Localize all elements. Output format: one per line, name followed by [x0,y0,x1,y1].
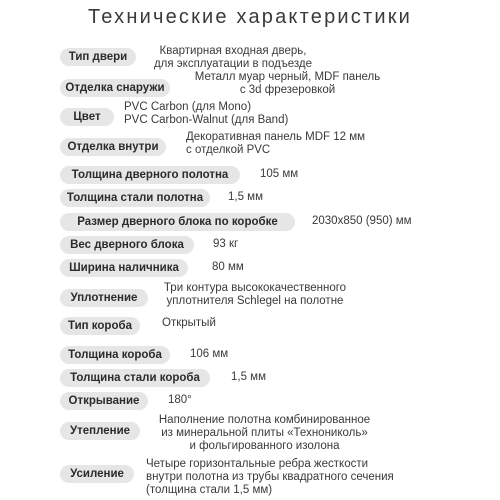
spec-label-block-weight: Вес дверного блока [60,236,194,254]
spec-value-insulation: Наполнение полотна комбинированное из минеральной плиты «Технониколь» и фольгированного изолона [158,414,371,452]
spec-label-frame-steel: Толщина стали короба [60,369,210,387]
spec-value-block-size: 2030x850 (950) мм [312,215,412,227]
spec-label-insulation: Утепление [60,422,140,440]
spec-value-casing-width: 80 мм [212,261,244,273]
spec-value-leaf-steel: 1,5 мм [228,191,263,203]
page-title: Технические характеристики [87,6,413,28]
spec-label-outer-finish: Отделка снаружи [60,79,170,97]
spec-label-opening: Открывание [60,392,148,410]
spec-label-door-type: Тип двери [60,48,136,66]
spec-label-reinforcement: Усиление [60,465,134,483]
spec-value-frame-type: Открытый [162,317,216,329]
spec-value-seal: Три контура высококачественного уплотнителя Schlegel на полотне [163,282,347,307]
spec-label-leaf-steel: Толщина стали полотна [60,189,210,207]
spec-label-block-size: Размер дверного блока по коробке [60,213,295,231]
spec-label-leaf-thickness: Толщина дверного полотна [60,166,240,184]
spec-value-opening: 180° [168,394,192,406]
spec-value-block-weight: 93 кг [213,238,239,250]
spec-value-inner-finish: Декоративная панель MDF 12 мм с отделкой PVC [186,131,366,156]
spec-value-leaf-thickness: 105 мм [260,168,299,180]
spec-label-frame-thickness: Толщина короба [60,346,170,364]
spec-value-reinforcement: Четыре горизонтальные ребра жесткости внутри полотна из трубы квадратного сечения (толщина стали 1,5 мм) [146,458,394,496]
spec-label-frame-type: Тип короба [60,317,140,335]
spec-value-frame-steel: 1,5 мм [231,371,266,383]
spec-label-inner-finish: Отделка внутри [60,138,166,156]
spec-value-outer-finish: Металл муар черный, MDF панель с 3d фрезеровкой [194,71,381,96]
spec-value-color: PVC Carbon (для Mono) PVC Carbon-Walnut (для Band) [124,101,289,126]
spec-label-casing-width: Ширина наличника [60,259,188,277]
spec-value-frame-thickness: 106 мм [190,348,229,360]
spec-value-door-type: Квартирная входная дверь, для эксплуатации в подъезде [153,45,313,70]
spec-label-seal: Уплотнение [60,289,148,307]
spec-label-color: Цвет [60,108,114,126]
